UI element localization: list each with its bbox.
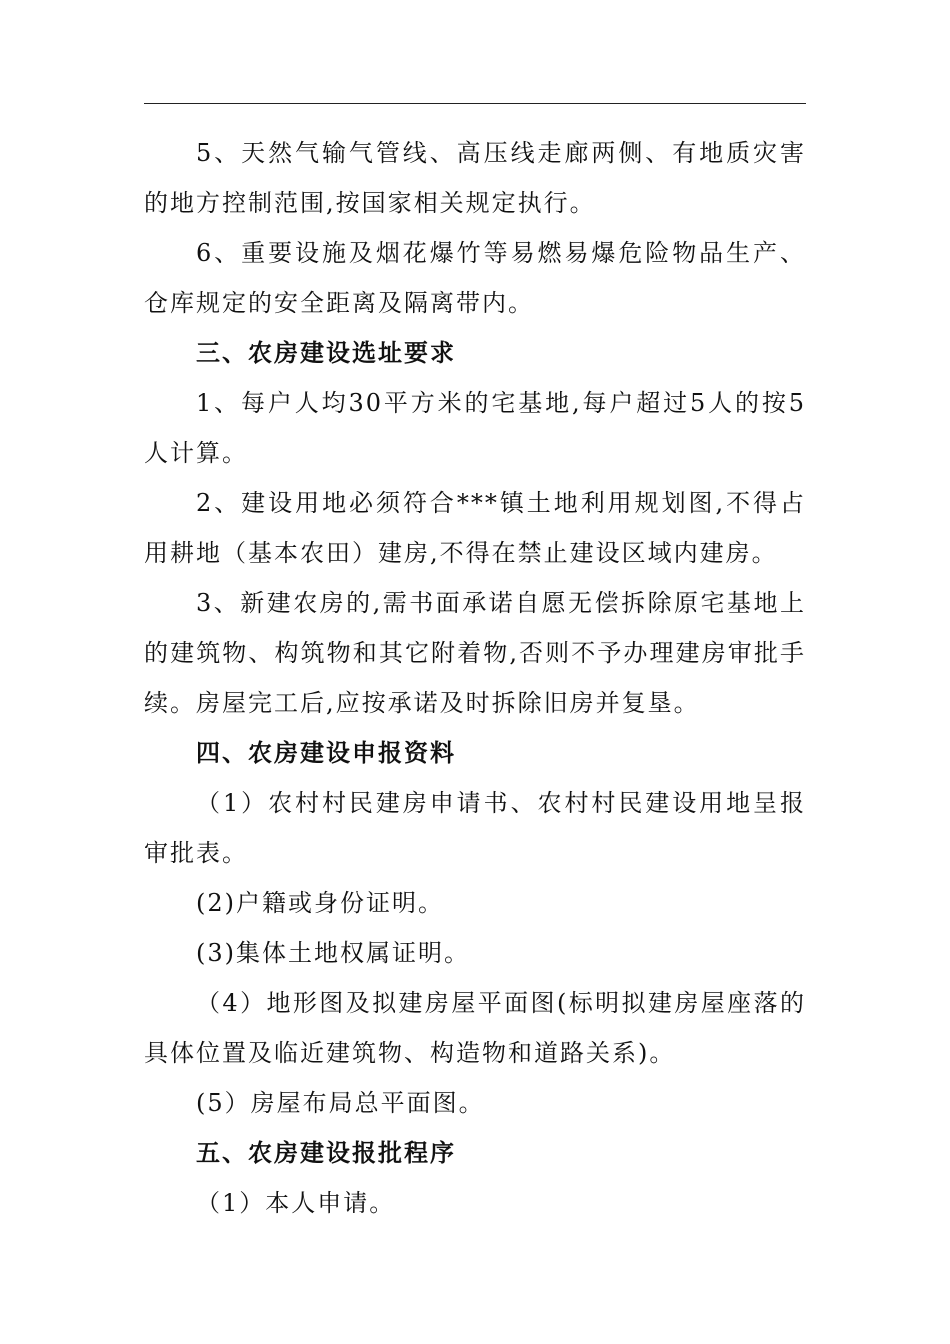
list-item-5: (5）房屋布局总平面图。 bbox=[196, 1089, 485, 1117]
procedure-item-1: （1）本人申请。 bbox=[196, 1189, 396, 1217]
header-rule bbox=[144, 103, 806, 104]
paragraph-item-2: 2、建设用地必须符合***镇土地利用规划图,不得占用耕地（基本农田）建房,不得在禁止建设区域内建房。 bbox=[144, 489, 806, 567]
section-heading-3: 三、农房建设选址要求 bbox=[196, 338, 456, 367]
section-heading-5: 五、农房建设报批程序 bbox=[196, 1138, 456, 1167]
paragraph-item-5: 5、天然气输气管线、高压线走廊两侧、有地质灾害的地方控制范围,按国家相关规定执行。 bbox=[144, 139, 806, 217]
paragraph-item-1: 1、每户人均30平方米的宅基地,每户超过5人的按5人计算。 bbox=[144, 389, 806, 467]
document-body bbox=[144, 128, 806, 1228]
list-item-1: （1）农村村民建房申请书、农村村民建设用地呈报审批表。 bbox=[144, 789, 806, 867]
section-heading-4: 四、农房建设申报资料 bbox=[196, 738, 456, 767]
paragraph-item-3: 3、新建农房的,需书面承诺自愿无偿拆除原宅基地上的建筑物、构筑物和其它附着物,否则不予办理建房审批手续。房屋完工后,应按承诺及时拆除旧房并复垦。 bbox=[144, 589, 806, 717]
list-item-4: （4）地形图及拟建房屋平面图(标明拟建房屋座落的具体位置及临近建筑物、构造物和道路关系)。 bbox=[144, 989, 806, 1067]
list-item-3: (3)集体土地权属证明。 bbox=[196, 939, 470, 967]
list-item-2: (2)户籍或身份证明。 bbox=[196, 889, 444, 917]
paragraph-item-6: 6、重要设施及烟花爆竹等易燃易爆危险物品生产、仓库规定的安全距离及隔离带内。 bbox=[144, 239, 806, 317]
